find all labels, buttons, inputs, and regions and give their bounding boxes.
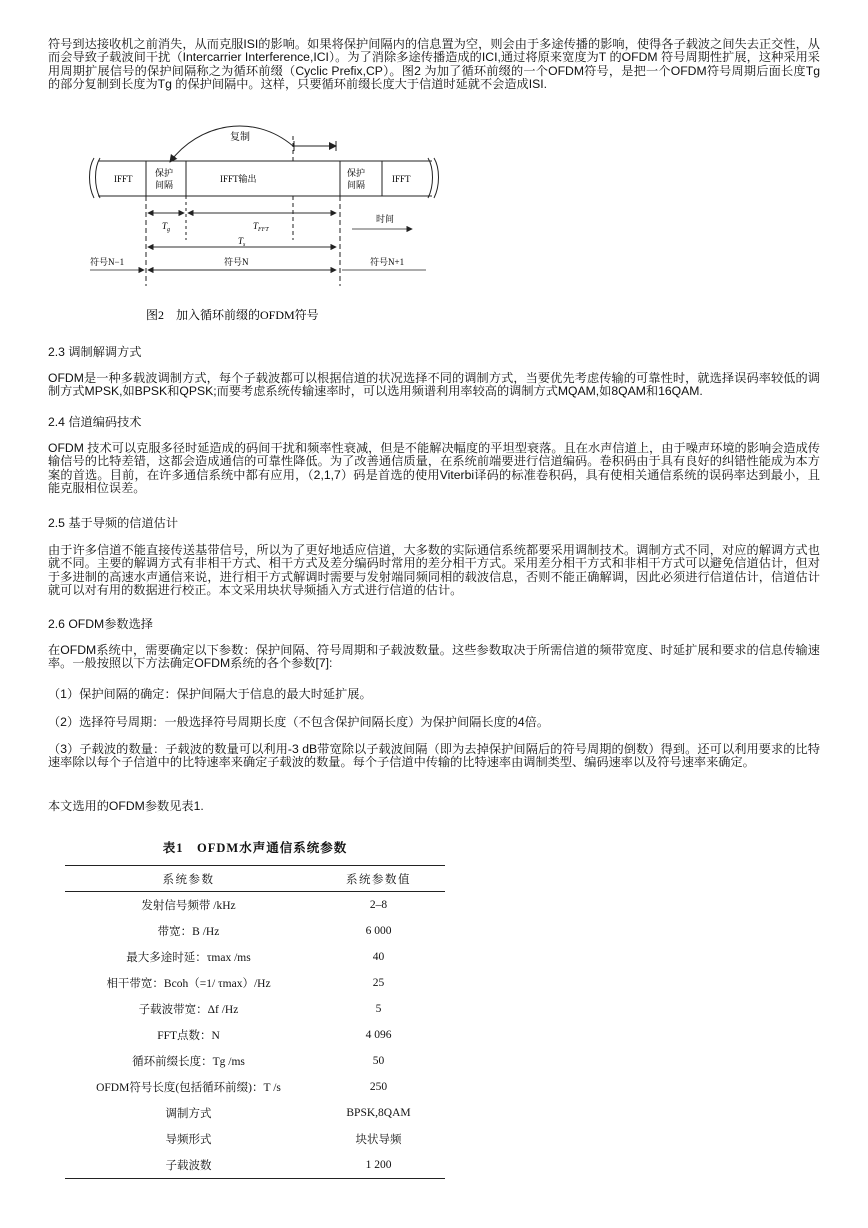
box-ifft-output: IFFT输出	[220, 174, 257, 184]
label-tg: $T_g$	[162, 221, 171, 233]
table-row	[65, 1126, 445, 1152]
label-tfft: $T_{FFT}$	[253, 221, 269, 233]
heading-2-6: 2.6 OFDM参数选择	[48, 617, 153, 631]
table-cell-value: 2–8	[369, 899, 388, 911]
table-cell-value: 1 200	[365, 1159, 392, 1171]
paragraph-2-4: OFDM 技术可以克服多径时延造成的码间干扰和频率性衰减，但是不能解决幅度的平坦型衰落。且在水声信道上，由于噪声环境的影响会造成传输信号的比特差错，这都会造成通信的可靠性降低。为了改善通信质量，在系统前端要进行信道编码。卷积码由于具有良好的纠错性能成为本方案的首选。目前，在许多通信系统中都有应用，（2,1,7）码是首选的使用Viterbi译码的标准卷积码，具有使相关通信系统的误码率达到最小，且能克服相位误差。	[48, 441, 820, 496]
table-header-param: 系统参数	[162, 873, 215, 886]
table-cell-param: 子载波数	[165, 1160, 212, 1172]
table-row	[65, 1074, 445, 1100]
table-cell-param: 相干带宽：Bcoh（=1/ τmax）/Hz	[106, 978, 271, 990]
box-guard2-line2: 间隔	[347, 180, 366, 190]
box-ifft-left: IFFT	[114, 174, 133, 184]
table-cell-param: 调制方式	[165, 1108, 212, 1120]
table-cell-param: OFDM符号长度(包括循环前缀)：T /s	[96, 1082, 281, 1094]
table-cell-param: 导频形式	[165, 1134, 212, 1146]
table-cell-param: 带宽：B /Hz	[157, 926, 220, 938]
ofdm-parameter-table	[65, 865, 445, 1179]
table-cell-param: 子载波带宽：Δf /Hz	[138, 1004, 239, 1016]
copy-label: 复制	[230, 132, 250, 143]
table-cell-value: 5	[375, 1003, 382, 1015]
table-cell-value: 4 096	[365, 1029, 392, 1041]
figure-caption: 图2 加入循环前缀的OFDM符号	[146, 308, 319, 322]
table-cell-value: 25	[372, 977, 385, 989]
table-cell-value: 250	[369, 1081, 388, 1093]
label-ts: $T_s$	[238, 236, 246, 248]
table-cell-param: FFT点数：N	[157, 1030, 220, 1042]
table-cell-value: BPSK,8QAM	[346, 1107, 411, 1119]
ofdm-symbol-figure	[48, 118, 468, 333]
table-row	[65, 892, 445, 919]
table-row	[65, 1152, 445, 1179]
table-row	[65, 944, 445, 970]
break-right-icon	[428, 158, 439, 198]
table-row	[65, 1048, 445, 1074]
box-ifft-right: IFFT	[392, 174, 411, 184]
closing-text: 本文选用的OFDM参数见表1.	[48, 799, 204, 813]
heading-2-3: 2.3 调制解调方式	[48, 345, 142, 359]
table-cell-param: 发射信号频带 /kHz	[141, 900, 236, 912]
heading-2-4: 2.4 信道编码技术	[48, 415, 142, 429]
box-guard1-line2: 间隔	[155, 180, 174, 190]
table-row	[65, 970, 445, 996]
table-cell-param: 最大多途时延：τmax /ms	[126, 952, 251, 964]
table-row	[65, 918, 445, 944]
paragraph-2-6: 在OFDM系统中，需要确定以下参数：保护间隔、符号周期和子载波数量。这些参数取决于所需信道的频带宽度、时延扩展和要求的信息传输速率。一般按照以下方法确定OFDM系统的各个参数[7]:	[48, 643, 820, 671]
table-cell-param: 循环前缀长度：Tg /ms	[132, 1056, 245, 1068]
table-cell-value: 6 000	[365, 925, 392, 937]
heading-2-5: 2.5 基于导频的信道估计	[48, 516, 179, 530]
table-caption: 表1 OFDM水声通信系统参数	[162, 841, 348, 855]
table-row	[65, 1022, 445, 1048]
table-row	[65, 1100, 445, 1126]
paragraph-2-3: OFDM是一种多载波调制方式，每个子载波都可以根据信道的状况选择不同的调制方式，当要优先考虑传输的可靠性时，就选择误码率较低的调制方式MPSK,如BPSK和QPSK;而要考虑系统传输速率时，可以选用频谱利用率较高的调制方式MQAM,如8QAM和16QAM.	[48, 371, 820, 399]
paragraph-2-5: 由于许多信道不能直接传送基带信号，所以为了更好地适应信道，大多数的实际通信系统都要采用调制技术。调制方式不同，对应的解调方式也就不同。主要的解调方式有非相干方式、相干方式及差分编码时常用的差分相干方式。采用差分相干方式和非相干方式可以避免信道估计，但对于多进制的高速水声通信来说，进行相干方式解调时需要与发射端同频同相的载波信息，否则不能正确解调，因此必须进行信道估计，信道估计就可以对有用的数据进行校正。本文采用块状导频插入方式进行信道的估计。	[48, 543, 820, 598]
table-header-value: 系统参数值	[346, 873, 411, 886]
list-item-3: （3）子载波的数量：子载波的数量可以利用-3 dB带宽除以子载波间隔（即为去掉保护间隔后的符号周期的倒数）得到。还可以利用要求的比特速率除以每个子信道中的比特速率来确定子载波的数量。每个子信道中传输的比特速率由调制类型、编码速率以及符号速率来确定。	[48, 742, 820, 770]
list-item-2: （2）选择符号周期：一般选择符号周期长度（不包含保护间隔长度）为保护间隔长度的4倍。	[48, 715, 550, 729]
break-left-icon	[90, 158, 101, 198]
box-guard2-line1: 保护	[347, 168, 366, 178]
table-row	[65, 996, 445, 1022]
table-cell-value: 50	[372, 1055, 385, 1067]
table-cell-value: 块状导频	[355, 1134, 402, 1146]
symbol-prev: 符号N−1	[90, 257, 125, 267]
parameter-table	[65, 838, 445, 1179]
box-guard1-line1: 保护	[155, 168, 174, 178]
symbol-next: 符号N+1	[370, 257, 405, 267]
table-cell-value: 40	[372, 951, 385, 963]
list-item-1: （1）保护间隔的确定：保护间隔大于信息的最大时延扩展。	[48, 687, 372, 701]
symbol-current: 符号N	[224, 257, 249, 267]
time-label: 时间	[376, 214, 395, 224]
intro-paragraph: 符号到达接收机之前消失，从而克服ISI的影响。如果将保护间隔内的信息置为空，则会由于多途传播的影响，使得各子载波之间失去正交性，从而会导致子载波间干扰（Intercarrier Interference,ICI）。为了消除多途传播造成的ICI,通过将原来宽度为T 的OFDM 符号周期性扩展，这种采用采用周期扩展信号的保护间隔称之为循环前缀（Cyclic Prefix,CP）。图2 为加了循环前缀的一个OFDM符号，是把一个OFDM符号周期后面长度Tg 的部分复制到长度为Tg 的保护间隔中。这样，只要循环前缀长度大于信道时延就不会造成ISI.	[48, 37, 820, 92]
table-header-row	[65, 866, 445, 892]
